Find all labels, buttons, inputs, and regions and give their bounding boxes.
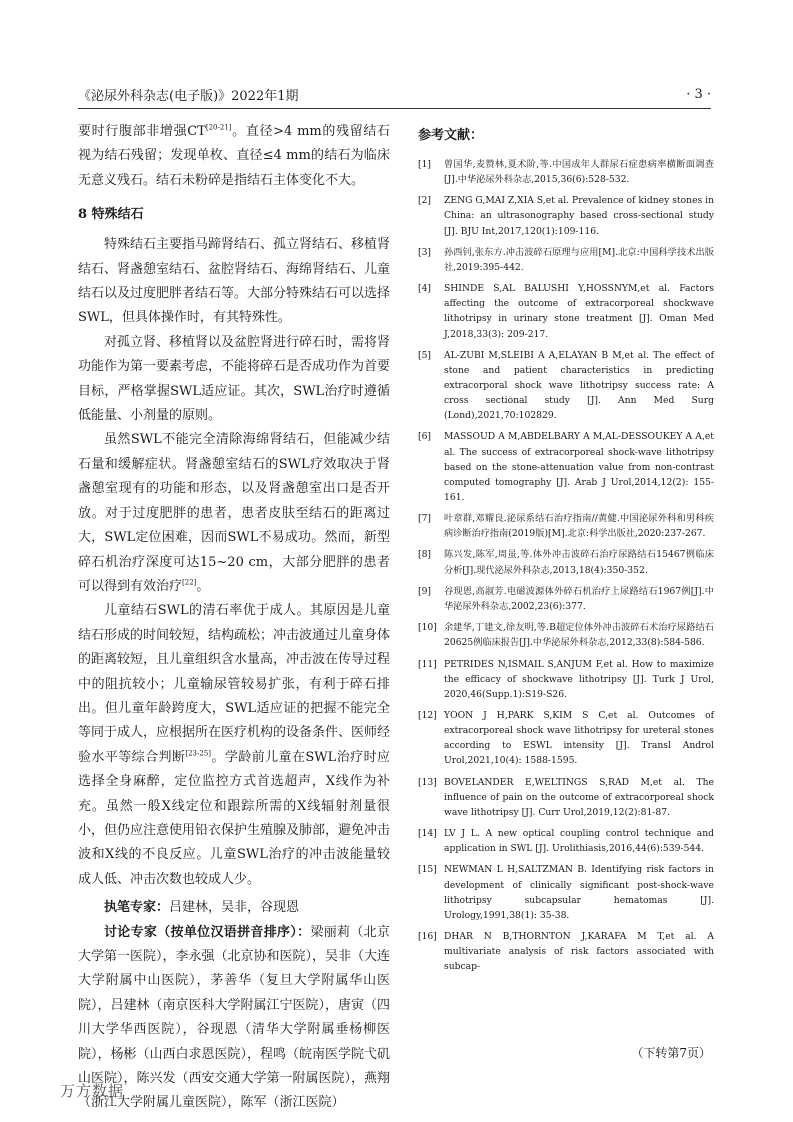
special-stones-body (78, 233, 390, 892)
reference-text: AL-ZUBI M,SLEIBI A A,ELAYAN B M,et al. The effect of stone and patient characteristics in predicting extracorporal shock wave lithotripsy success rate: A cross sectional study [J]. Ann Med Surg (Lond),2021,70:102829. (444, 349, 714, 422)
reference-text: DHAR N B,THORNTON J,KARAFA M T,et al. A multivariate analysis of risk factors associated with subcap- (444, 931, 714, 973)
continuation-note: （下转第7页） (631, 1046, 711, 1060)
citation-sup[interactable]: [22] (182, 578, 197, 587)
writing-experts (78, 896, 390, 920)
reference-item (414, 348, 714, 423)
reference-item (414, 620, 714, 650)
reference-text: NEWMAN L H,SALTZMAN B. Identifying risk factors in development of clinically significant post-shock-wave lithotripsy subcapsular hematomas [J]. Urology,1991,38(1): 35-38. (444, 864, 714, 921)
reference-number: [3] (418, 246, 432, 258)
reference-item (414, 775, 714, 820)
reference-item (414, 157, 714, 187)
paragraph-text: 儿童结石SWL的清石率优于成人。其原因是儿童结石形成的时间较短，结构疏松；冲击波通过儿童身体的距离较短，且儿童组织含水量高，冲击波在传导过程中的阻抗较小；儿童输尿管较易扩张，有利于碎石排出。但儿童年龄跨度大，SWL适应证的把握不能完全等同于成人，应根据所在医疗机构的设备条件、医师经验水平等综合判断 (78, 603, 391, 765)
references-title: 参考文献： (418, 128, 484, 143)
writing-experts-label: 执笔专家： (104, 900, 170, 916)
reference-number: [8] (418, 549, 432, 561)
reference-number: [11] (418, 658, 437, 670)
citation-sup[interactable]: [23-25] (185, 749, 212, 758)
paragraph-text-cont: 。 (196, 578, 210, 594)
reference-number: [7] (418, 513, 432, 525)
right-column (414, 120, 714, 981)
paragraph: 对孤立肾、移植肾以及盆腔肾进行碎石时，需将肾功能作为第一要素考虑，不能将碎石是否成功作为首要目标，严格掌握SWL适应证。其次，SWL治疗时遵循低能量、小剂量的原则。 (78, 334, 391, 424)
reference-number: [16] (418, 931, 437, 943)
reference-item (414, 862, 714, 922)
reference-item (414, 429, 714, 504)
reference-text: 余建华,丁建文,徐友明,等.B超定位体外冲击波碎石术治疗尿路结石20625例临床报告[J].中华泌尿外科杂志,2012,33(8):584-586. (444, 622, 714, 649)
reference-text: SHINDE S,AL BALUSHI Y,HOSSNYM,et al. Factors affecting the outcome of extracorporeal shockwave lithotripsy in urinary stone treatment [J]. Oman Med J,2018,33(3): 209-217. (444, 283, 714, 340)
reference-list (414, 157, 714, 974)
reference-number: [4] (418, 283, 432, 295)
left-column (78, 120, 390, 1116)
reference-item (414, 826, 714, 856)
reference-text: BOVELANDER E,WELTINGS S,RAD M,et al. The influence of pain on the outcome of extracorporeal shock wave lithotripsy [J]. Curr Urol,2019,12(2):81-87. (444, 776, 714, 818)
reference-text: 陈兴发,陈军,周虽,等.体外冲击波碎石治疗尿路结石15467例临床分析[J].现代泌尿外科杂志,2013,18(4):350-352. (444, 549, 714, 576)
discussion-experts-names: 梁丽莉（北京大学第一医院），李永强（北京协和医院），吴非（大连大学附属中山医院），茅善华（复旦大学附属华山医院），吕建林（南京医科大学附属江宁医院），唐寅（四川大学华西医院），谷现恩（清华大学附属垂杨柳医院），杨彬（山西白求恩医院），程鸣（皖南医学院弋矶山医院），陈兴发（西安交通大学第一附属医院），燕翔（浙江大学附属儿童医院），陈军（浙江医院） (78, 924, 391, 1111)
paragraph-text-cont: 。学龄前儿童在SWL治疗时应选择全身麻醉，定位监控方式首选超声，X线作为补充。虽然一般X线定位和跟踪所需的X线辐射剂量很小，但仍应注意使用铅衣保护生殖腺及肺部，避免冲击波和X线的不良反应。儿童SWL治疗的冲击波能量较成人低、冲击次数也较成人少。 (78, 749, 391, 887)
reference-item (414, 547, 714, 577)
reference-number: [15] (418, 864, 437, 876)
header-rule (78, 108, 711, 109)
writing-experts-names: 吕建林，吴非，谷现恩 (169, 900, 300, 916)
journal-title: 《泌尿外科杂志(电子版)》2022年1期 (78, 88, 299, 104)
paragraph-text: 虽然SWL不能完全清除海绵肾结石，但能减少结石量和缓解症状。肾盏憩室结石的SWL疗效取决于肾盏憩室现有的功能和形态，以及肾盏憩室出口是否开放。对于过度肥胖的患者，患者皮肤至结石的距离过大，SWL定位困难，因而SWL不易成功。然而，新型碎石机治疗深度可达15~20 cm，大部分肥胖的患者可以得到有效治疗 (78, 432, 390, 594)
reference-number: [9] (418, 585, 432, 597)
reference-item (414, 511, 714, 541)
reference-number: [2] (418, 195, 432, 207)
reference-number: [1] (418, 159, 432, 170)
reference-item (414, 929, 714, 974)
reference-item (414, 584, 714, 614)
reference-text: 曾国华,麦赞林,夏术阶,等.中国成年人群尿石症患病率横断面调查[J].中华泌尿外科杂志,2015,36(6):528-532. (444, 159, 714, 186)
intro-text: 要时行腹部非增强CT (78, 124, 206, 139)
database-watermark: 万方数据 (60, 1082, 125, 1100)
reference-number: [13] (418, 776, 437, 788)
reference-number: [14] (418, 828, 437, 840)
paragraph: 特殊结石主要指马蹄肾结石、孤立肾结石、移植肾结石、肾盏憩室结石、盆腔肾结石、海绵肾结石、儿童结石以及过度肥胖者结石等。大部分特殊结石可以选择SWL，但具体操作时，有其特殊性。 (78, 237, 391, 326)
reference-item (414, 657, 714, 702)
discussion-experts-label: 讨论专家（按单位汉语拼音排序）： (104, 924, 311, 940)
reference-text: 孙西钊,张东方.冲击波碎石原理与应用[M].北京:中国科学技术出版社,2019:395-442. (444, 246, 714, 273)
paragraph (78, 599, 390, 892)
reference-text: ZENG G,MAI Z,XIA S,et al. Prevalence of kidney stones in China: an ultrasonography based cross-sectional study [J]. BJU Int,2017,120(1):109-116. (444, 195, 714, 237)
reference-text: MASSOUD A M,ABDELBARY A M,AL-DESSOUKEY A A,et al. The success of extracorporeal shock-wave lithotripsy based on the stone-attenuation value from non-contrast computed tomography [J]. Arab J Urol,2014,12(2): 155-161. (444, 431, 714, 503)
reference-item (414, 245, 714, 275)
reference-item (414, 193, 714, 238)
page-number: · 3 · (686, 86, 711, 102)
section-heading: 8 特殊结石 (78, 207, 144, 223)
intro-text-cont: 。直径>4 mm的残留结石视为结石残留；发现单枚、直径≤4 mm的结石为临床无意义残石。结石未粉碎是指结石主体变化不大。 (78, 124, 391, 188)
reference-text: YOON J H,PARK S,KIM S C,et al. Outcomes of extracorporeal shock wave lithotripsy for ureteral stones according to ESWL intensity [J]. Transl Androl Urol,2021,10(4): 1588-1595. (444, 710, 714, 767)
reference-number: [5] (418, 349, 432, 361)
reference-number: [6] (418, 431, 432, 443)
reference-text: 叶章群,邓耀良.泌尿系结石治疗指南//黄健.中国泌尿外科和男科疾病诊断治疗指南(2019版)[M].北京:科学出版社,2020:237-267. (444, 513, 714, 540)
intro-paragraph (78, 120, 390, 193)
reference-item (414, 708, 714, 768)
reference-text: LV J L. A new optical coupling control technique and application in SWL [J]. Urolithiasis,2016,44(6):539-544. (444, 828, 714, 855)
paragraph (78, 428, 390, 599)
reference-number: [12] (418, 710, 437, 722)
reference-number: [10] (418, 622, 437, 634)
reference-text: PETRIDES N,ISMAIL S,ANJUM F,et al. How to maximize the efficacy of shockwave lithotripsy [J]. Turk J Urol, 2020,46(Supp.1):S19-S26. (444, 658, 714, 700)
reference-item (414, 281, 714, 341)
discussion-experts (78, 921, 390, 1116)
running-header (78, 84, 711, 104)
citation-sup[interactable]: [20-21] (205, 123, 232, 132)
reference-text: 谷现恩,高淑芳.电磁波源体外碎石机治疗上尿路结石1967例[J].中华泌尿外科杂志,2002,23(6):377. (444, 585, 714, 612)
